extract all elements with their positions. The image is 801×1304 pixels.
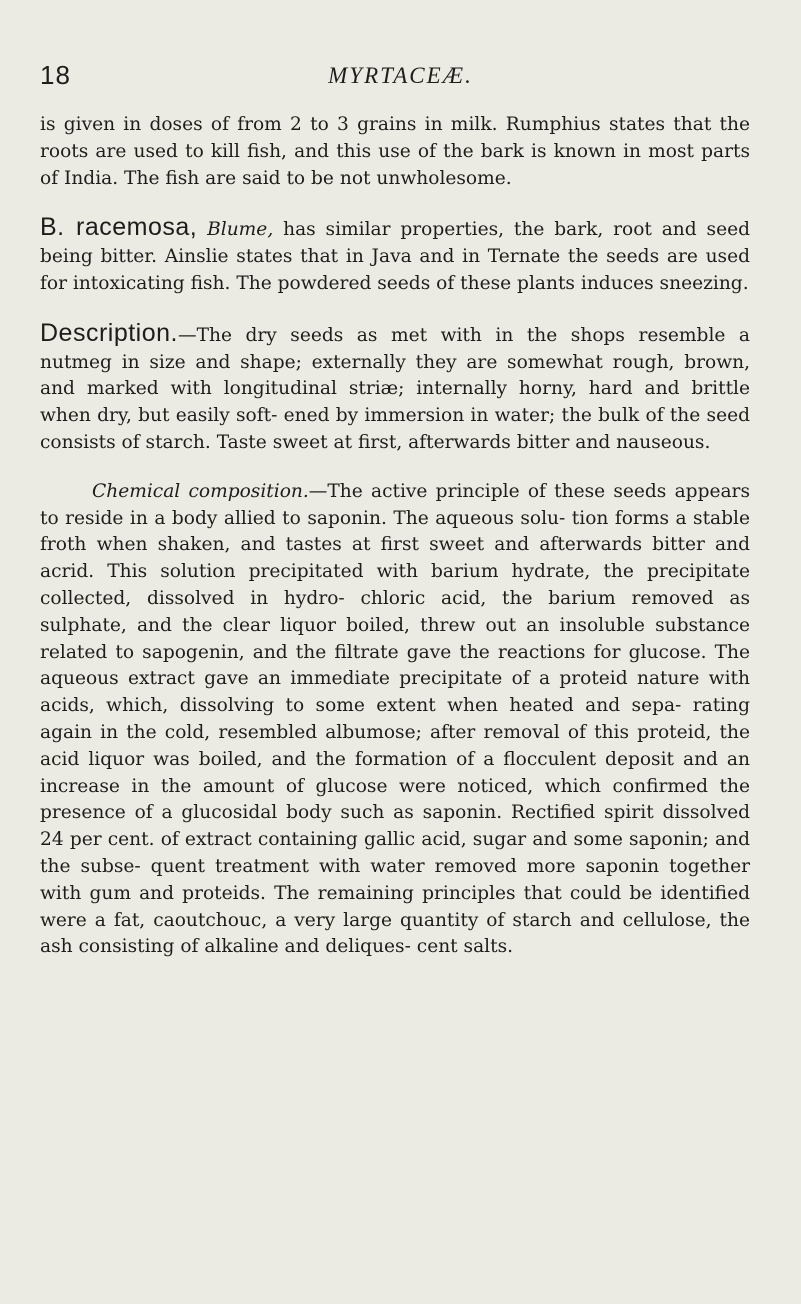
paragraph-text: has similar properties, the bark, root and seed being bitter. Ainslie states that in Java and in Ternate the seeds are used for intoxicating fish. The powdered seeds of these plants induces sneezing. — [40, 219, 750, 294]
paragraph-text: —The dry seeds as met with in the shops resemble a nutmeg in size and shape; externally they are somewhat rough, brown, and marked with longitudinal striæ; internally horny, hard and brittle when dry, but easily soft- ened by immersion in water; the bulk of the seed consists of starch. Taste sweet at first, afterwards bitter and nauseous. — [40, 324, 750, 453]
paragraph-chemical-composition — [40, 479, 750, 961]
species-name: B. racemosa, — [40, 213, 198, 242]
body-text — [40, 112, 750, 973]
paragraph-racemosa — [40, 214, 750, 297]
section-heading-chemical-composition: Chemical composition. — [92, 480, 309, 502]
paragraph-text: is given in doses of from 2 to 3 grains in milk. Rumphius states that the roots are used to kill fish, and this use of the bark is known in most parts of India. The fish are said to be not unwholesome. — [40, 114, 750, 189]
section-heading-description: Description. — [40, 318, 178, 347]
paragraph-continuation — [40, 112, 750, 192]
running-head: MYRTACEÆ. — [328, 63, 473, 88]
species-authority: Blume, — [207, 219, 274, 241]
page-number: 18 — [40, 60, 71, 90]
paragraph-description — [40, 320, 750, 457]
paragraph-text: —The active principle of these seeds appears to reside in a body allied to saponin. The aqueous solu- tion forms a stable froth when shaken, and tastes at first sweet and afterwards bitter and acrid. This solution precipitated with barium hydrate, the precipitate collected, dissolved in hydro- chloric acid, the barium removed as sulphate, and the clear liquor boiled, threw out an insoluble substance related to sapogenin, and the filtrate gave the reactions for glucose. The aqueous extract gave an immediate precipitate of a proteid nature with acids, which, dissolving to some extent when heated and sepa- rating again in the cold, resembled albumose; after removal of this proteid, the acid liquor was boiled, and the formation of a flocculent deposit and an increase in the amount of glucose were noticed, which confirmed the presence of a glucosidal body such as saponin. Rectified spirit dissolved 24 per cent. of extract containing gallic acid, sugar and some saponin; and the subse- quent treatment with water removed more saponin together with gum and proteids. The remaining principles that could be identified were a fat, caoutchouc, a very large quantity of starch and cellulose, the ash consisting of alkaline and deliques- cent salts. — [40, 480, 750, 958]
